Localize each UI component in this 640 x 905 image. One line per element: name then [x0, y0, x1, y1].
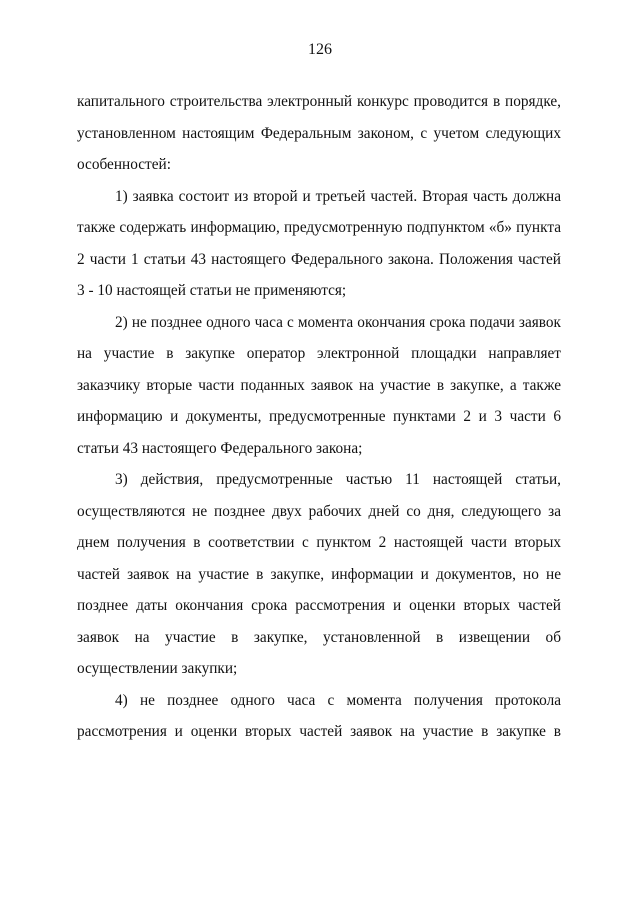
text-line: 2 части 1 статьи 43 настоящего Федерального закона. Положения частей	[77, 250, 561, 268]
text-line: на участие в закупке оператор электронной площадки направляет	[77, 345, 561, 362]
text-line: осуществляются не позднее двух рабочих дней со дня, следующего за	[77, 502, 561, 520]
paragraph-first-line: 2) не позднее одного часа с момента окончания срока подачи заявок	[115, 313, 561, 331]
paragraph-first-line: 1) заявка состоит из второй и третьей частей. Вторая часть должна	[115, 187, 561, 205]
document-body	[77, 86, 561, 748]
page-number: 126	[308, 41, 332, 58]
text-line: днем получения в соответствии с пунктом 2 настоящей части вторых	[77, 534, 561, 551]
text-line: информацию и документы, предусмотренные пунктами 2 и 3 части 6	[77, 408, 561, 425]
text-line: заявок на участие в закупке, установленной в извещении об	[77, 628, 561, 646]
text-line: заказчику вторые части поданных заявок на участие в закупке, а также	[77, 376, 561, 394]
text-line: особенностей:	[77, 156, 171, 173]
text-line: осуществлении закупки;	[77, 660, 238, 677]
text-line: капитального строительства электронный конкурс проводится в порядке,	[77, 93, 561, 110]
text-line: 3 - 10 настоящей статьи не применяются;	[77, 282, 347, 299]
text-line: рассмотрения и оценки вторых частей заявок на участие в закупке в	[77, 723, 561, 740]
text-line: частей заявок на участие в закупке, информации и документов, но не	[77, 565, 561, 583]
text-line: установленном настоящим Федеральным законом, с учетом следующих	[77, 124, 561, 142]
text-line: статьи 43 настоящего Федерального закона;	[77, 439, 363, 457]
text-line: также содержать информацию, предусмотренную подпунктом «б» пункта	[77, 219, 561, 236]
paragraph-first-line: 3) действия, предусмотренные частью 11 настоящей статьи,	[115, 471, 561, 488]
paragraph-first-line: 4) не позднее одного часа с момента получения протокола	[115, 691, 561, 709]
text-line: позднее даты окончания срока рассмотрения и оценки вторых частей	[77, 597, 561, 614]
